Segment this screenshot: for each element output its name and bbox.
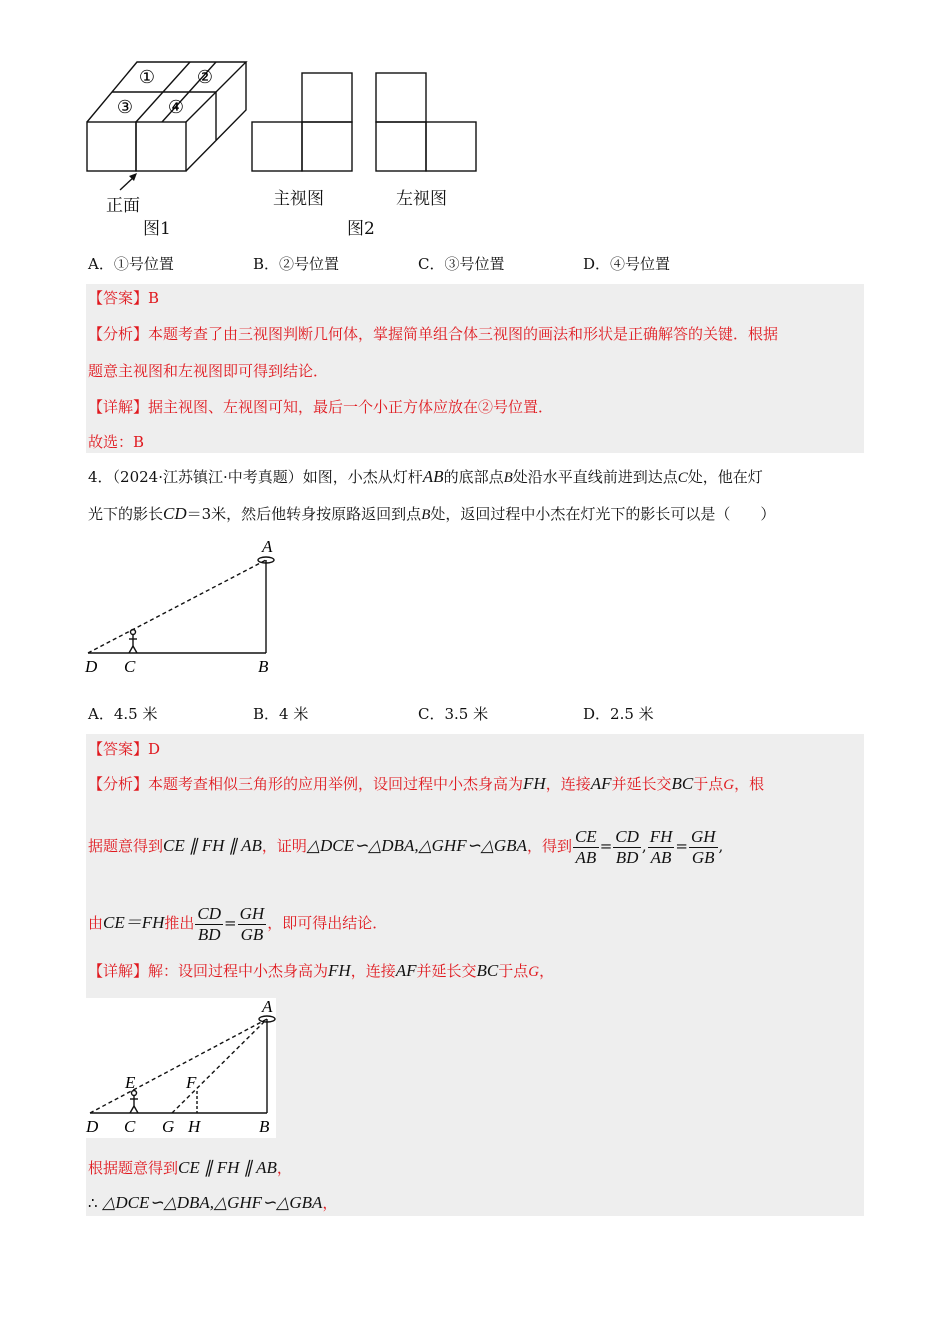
q3-answer: 【答案】B — [88, 289, 160, 307]
fraction: $\frac{CE}{AB}$ — [574, 826, 597, 867]
q4-analysis-line1: 【分析】本题考查相似三角形的应用举例，设回过程中小杰身高为FH，连接AF并延长交BC于点G，根 — [88, 774, 765, 793]
main-view-label: 主视图 — [273, 189, 324, 209]
q4-option-b[interactable] — [253, 703, 308, 724]
left-view-label: 左视图 — [396, 189, 447, 209]
q4-step1: 根据题意得到CE ∥ FH ∥ AB， — [88, 1158, 292, 1177]
label-E: E — [125, 1073, 136, 1092]
q3-option-a[interactable] — [88, 253, 174, 274]
q4-step2: ∴ △DCE∽△DBA,△GHF∽△GBA， — [88, 1193, 338, 1212]
fraction: $\frac{CD}{BD}$ — [615, 826, 639, 867]
label-G: G — [162, 1117, 175, 1136]
figure2-caption: 图2 — [347, 219, 375, 239]
q3-option-b[interactable] — [253, 253, 339, 274]
q3-analysis-line1: 【分析】本题考查了由三视图判断几何体，掌握简单组合体三视图的画法和形状是正确解答的关键．根据 — [88, 325, 779, 343]
fraction: $\frac{GH}{GB}$ — [239, 903, 265, 944]
option-text: 3.5 米 — [444, 705, 489, 723]
q4-answer: 【答案】D — [88, 740, 161, 758]
q3-detail: 【详解】据主视图、左视图可知，最后一个小正方体应放在②号位置． — [88, 398, 554, 416]
q3-option-c[interactable] — [418, 253, 505, 274]
option-text: ①号位置 — [113, 255, 174, 273]
option-text: ③号位置 — [444, 255, 505, 273]
label-D: D — [86, 1117, 99, 1136]
q4-option-c[interactable] — [418, 703, 488, 724]
label-D: D — [85, 657, 98, 676]
label-A: A — [262, 537, 273, 556]
option-letter: C． — [418, 705, 445, 723]
q4-analysis-line3: 由CE＝FH推出 $\frac{CD}{BD}$ = $\frac{GH}{GB}$ ，即可得出结论． — [88, 903, 388, 944]
q4-stem-line2: 光下的影长CD＝3米，然后他转身按原路返回到点B处，返回过程中小杰在灯光下的影长可以是（ ） — [88, 504, 776, 523]
fraction: $\frac{CD}{BD}$ — [197, 903, 222, 944]
option-letter: D． — [583, 255, 611, 273]
circle-1: ① — [138, 67, 156, 87]
q3-option-d[interactable] — [583, 253, 670, 274]
label-A: A — [262, 998, 273, 1016]
q4-detail-line: 【详解】解：设回过程中小杰身高为FH，连接AF并延长交BC于点G， — [88, 961, 555, 980]
option-letter: D． — [583, 705, 611, 723]
q4-option-a[interactable] — [88, 703, 157, 724]
q4-analysis-line2: 据题意得到CE ∥ FH ∥ AB，证明△DCE∽△DBA,△GHF∽△GBA，得到 $\frac{CE}{AB}$ = $\frac{CD}{BD}$ , $\frac{FH}{AB}$ = $\frac{GH}{GB}$ , — [88, 826, 724, 867]
cube-figures — [80, 60, 500, 240]
option-letter: C． — [418, 255, 445, 273]
q3-conclusion: 故选：B — [88, 433, 145, 451]
circle-2: ② — [196, 67, 214, 87]
front-cube-right — [136, 122, 186, 171]
front-label: 正面 — [106, 196, 140, 216]
fraction: $\frac{GH}{GB}$ — [690, 826, 716, 867]
q4-option-d[interactable] — [583, 703, 654, 724]
label-C: C — [124, 657, 136, 676]
option-letter: A． — [88, 705, 114, 723]
label-H: H — [188, 1117, 201, 1136]
option-letter: A． — [88, 255, 114, 273]
option-letter: B． — [253, 705, 280, 723]
label-B: B — [259, 1117, 270, 1136]
q3-analysis-line2: 题意主视图和左视图即可得到结论． — [88, 362, 329, 380]
lamp-figure — [80, 535, 295, 680]
front-cube-left — [87, 122, 136, 171]
option-text: 2.5 米 — [610, 705, 654, 723]
q4-stem-line1: 4．（2024·江苏镇江·中考真题）如图，小杰从灯杆AB的底部点B处沿水平直线前进到达点C处，他在灯 — [88, 467, 763, 486]
detail-figure — [80, 998, 280, 1140]
label-B: B — [258, 657, 269, 676]
label-F: F — [186, 1073, 197, 1092]
option-text: 4 米 — [279, 705, 309, 723]
circle-3: ③ — [116, 97, 134, 117]
fraction: $\frac{FH}{AB}$ — [649, 826, 673, 867]
circle-4: ④ — [167, 97, 185, 117]
option-text: 4.5 米 — [113, 705, 158, 723]
figure1-caption: 图1 — [143, 219, 171, 239]
option-letter: B． — [253, 255, 280, 273]
label-C: C — [124, 1117, 136, 1136]
option-text: ②号位置 — [279, 255, 340, 273]
option-text: ④号位置 — [610, 255, 671, 273]
